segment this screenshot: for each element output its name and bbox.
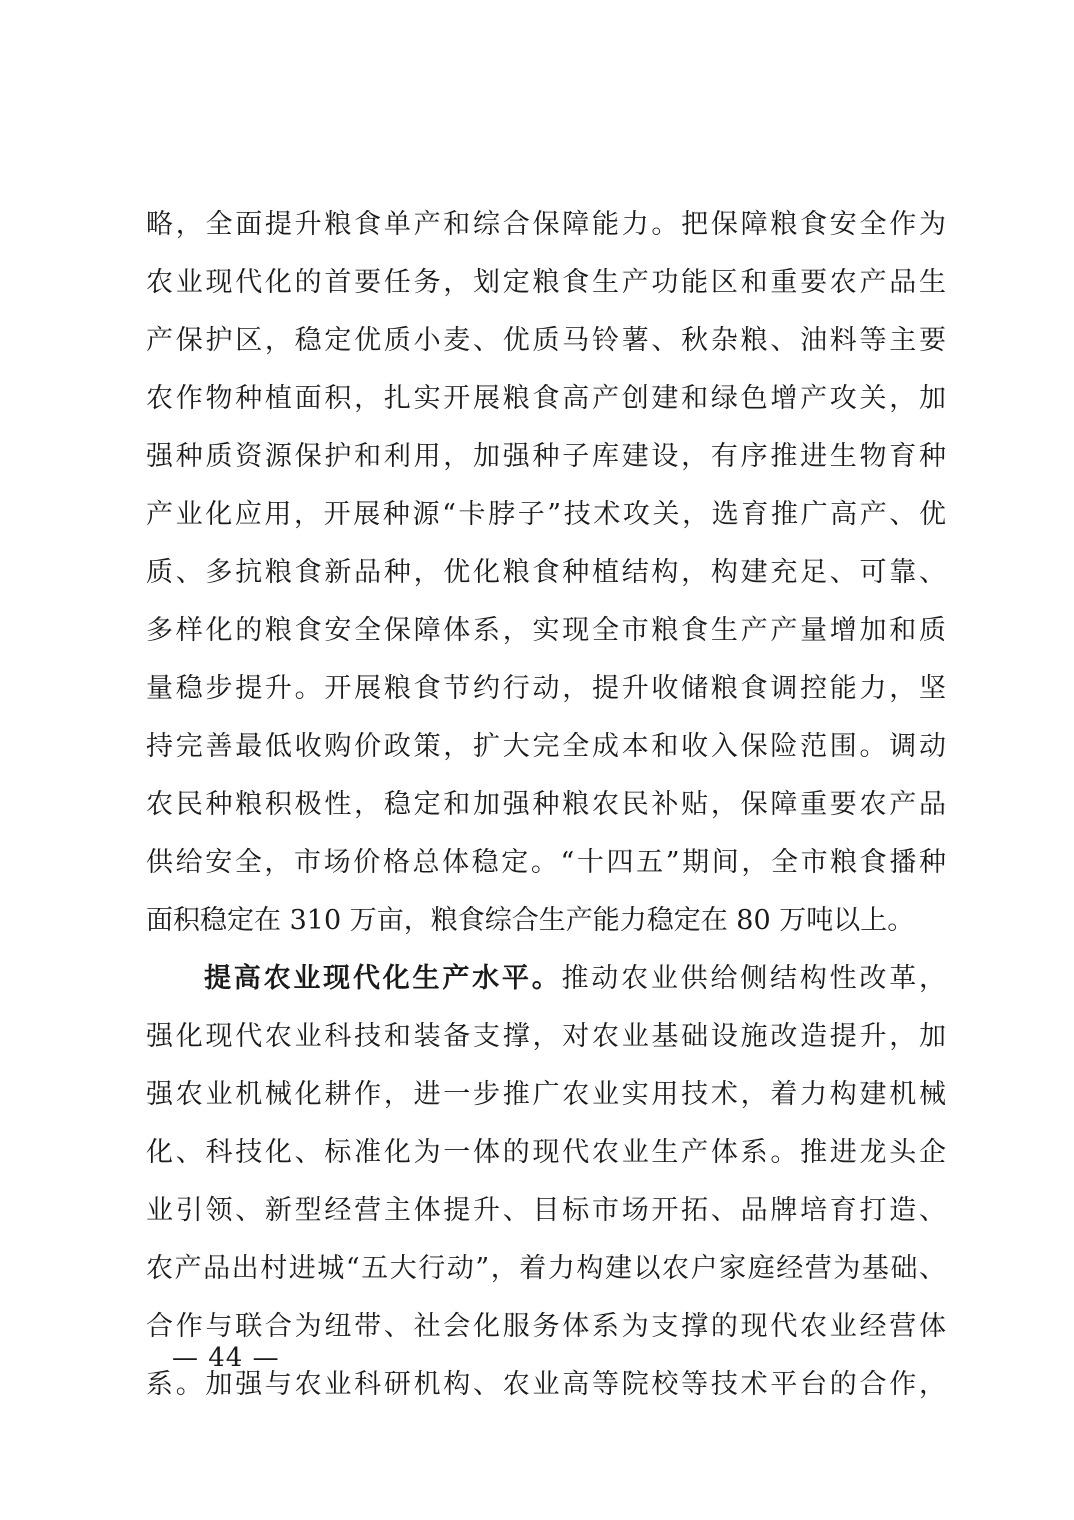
page-number: — 44 — — [172, 1343, 280, 1373]
paragraph-line: 农作物种植面积，扎实开展粮食高产创建和绿色增产攻关，加 — [146, 383, 946, 414]
paragraph-line: 产保护区，稳定优质小麦、优质马铃薯、秋杂粮、油料等主要 — [146, 325, 946, 356]
paragraph-line: 合作与联合为纽带、社会化服务体系为支撑的现代农业经营体 — [146, 1311, 946, 1342]
paragraph-line: 农民种粮积极性，稳定和加强种粮农民补贴，保障重要农产品 — [146, 789, 946, 820]
paragraph-line: 略，全面提升粮食单产和综合保障能力。把保障粮食安全作为 — [146, 209, 946, 240]
paragraph-line: 业引领、新型经营主体提升、目标市场开拓、品牌培育打造、 — [146, 1195, 946, 1226]
section-first-line-rest: 推动农业供给侧结构性改革， — [561, 963, 946, 994]
section-heading: 提高农业现代化生产水平。 — [204, 963, 562, 994]
paragraph-line: 农业现代化的首要任务，划定粮食生产功能区和重要农产品生 — [146, 267, 946, 298]
paragraph-line: 质、多抗粮食新品种，优化粮食种植结构，构建充足、可靠、 — [146, 557, 946, 588]
section-first-line — [204, 950, 946, 1008]
paragraph-line: 强农业机械化耕作，进一步推广农业实用技术，着力构建机械 — [146, 1079, 946, 1110]
paragraph-line: 系。加强与农业科研机构、农业高等院校等技术平台的合作， — [146, 1369, 946, 1400]
paragraph-line: 面积稳定在 310 万亩，粮食综合生产能力稳定在 80 万吨以上。 — [146, 905, 915, 936]
paragraph-line: 量稳步提升。开展粮食节约行动，提升收储粮食调控能力，坚 — [146, 673, 946, 704]
paragraph-line: 强化现代农业科技和装备支撑，对农业基础设施改造提升，加 — [146, 1021, 946, 1052]
paragraph-line: 农产品出村进城“五大行动”，着力构建以农户家庭经营为基础、 — [146, 1253, 946, 1284]
paragraph-line: 持完善最低收购价政策，扩大完全成本和收入保险范围。调动 — [146, 731, 946, 762]
paragraph-line: 化、科技化、标准化为一体的现代农业生产体系。推进龙头企 — [146, 1137, 946, 1168]
paragraph-line: 多样化的粮食安全保障体系，实现全市粮食生产产量增加和质 — [146, 615, 946, 646]
paragraph-line: 供给安全，市场价格总体稳定。“十四五”期间，全市粮食播种 — [146, 847, 946, 878]
document-page — [146, 0, 946, 1520]
paragraph-line: 强种质资源保护和利用，加强种子库建设，有序推进生物育种 — [146, 441, 946, 472]
paragraph-line: 产业化应用，开展种源“卡脖子”技术攻关，选育推广高产、优 — [146, 499, 946, 530]
